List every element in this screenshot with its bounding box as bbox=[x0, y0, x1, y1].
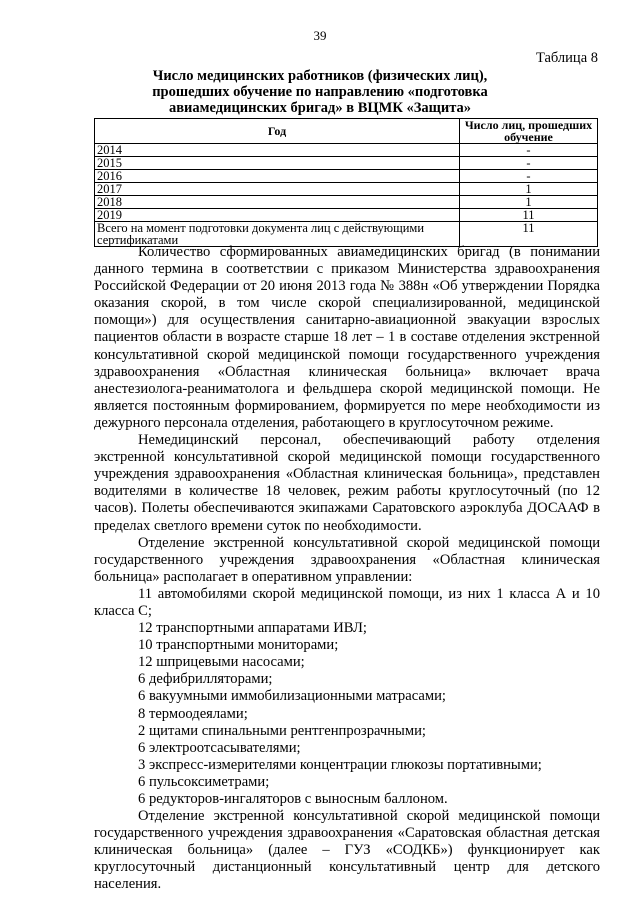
table-row bbox=[95, 170, 598, 183]
row-value: 1 bbox=[460, 196, 598, 209]
table-total-row bbox=[95, 222, 598, 247]
row-year: 2019 bbox=[95, 209, 460, 222]
total-value: 11 bbox=[460, 222, 598, 247]
paragraph-vehicles: 11 автомобилями скорой медицинской помощи, из них 1 класса А и 10 класса С; bbox=[94, 585, 600, 619]
list-item: 6 вакуумными иммобилизационными матрасами; bbox=[138, 688, 446, 705]
table-title: Число медицинских работников (физических лиц), прошедших обучение по направлению «подготовка авиамедицинских бригад» в ВЦМК «Защита» bbox=[152, 68, 488, 116]
list-item: 2 щитами спинальными рентгенпрозрачными; bbox=[138, 722, 426, 739]
row-year: 2016 bbox=[95, 170, 460, 183]
paragraph-staff: Немедицинский персонал, обеспечивающий работу отделения экстренной консультативной скорой медицинской помощи государственного учреждения здравоохранения «Областная клиническая больница», представлен водителями в количестве 18 человек, режим работы круглосуточный (по 12 часов). Полеты обеспечиваются экипажами Саратовского аэроклуба ДОСААФ в пределах светлого времени суток по необходимости. bbox=[94, 432, 600, 534]
row-value: 11 bbox=[460, 209, 598, 222]
row-value: - bbox=[460, 157, 598, 170]
header-year: Год bbox=[95, 119, 460, 144]
row-year: 2018 bbox=[95, 196, 460, 209]
paragraph-pediatric: Отделение экстренной консультативной скорой медицинской помощи государственного учреждения здравоохранения «Саратовская областная детская клиническая больница» (далее – ГУЗ «СОДКБ») функционирует как круглосуточный дистанционный консультативный центр для детского населения. bbox=[94, 808, 600, 893]
row-value: - bbox=[460, 144, 598, 157]
list-item: 10 транспортными мониторами; bbox=[138, 637, 339, 654]
paragraph-brigades: Количество сформированных авиамедицинских бригад (в понимании данного термина в соответствии с приказом Министерства здравоохранения Российской Федерации от 20 июня 2013 года № 388н «Об утверждении Порядка оказания скорой, в том числе скорой специализированной, медицинской помощи») для осуществления санитарно-авиационной эвакуации взрослых пациентов области в возрасте старше 18 лет – 1 в составе отделения экстренной консультативной скорой медицинской помощи государственного учреждения здравоохранения «Областная клиническая больница» включает врача анестезиолога-реаниматолога и фельдшера скорой медицинской помощи. Не является постоянным формированием, формируется по мере необходимости из дежурного персонала отделения, работающего в круглосуточном режиме. bbox=[94, 244, 600, 431]
table-row bbox=[95, 209, 598, 222]
training-table bbox=[94, 118, 598, 247]
body-text bbox=[94, 244, 600, 894]
row-value: - bbox=[460, 170, 598, 183]
list-item: 6 электроотсасывателями; bbox=[138, 739, 301, 756]
total-label: Всего на момент подготовки документа лиц с действующими сертификатами bbox=[95, 222, 460, 247]
header-count: Число лиц, прошедших обучение bbox=[460, 119, 598, 144]
table-row bbox=[95, 144, 598, 157]
list-item: 3 экспресс-измерителями концентрации глюкозы портативными; bbox=[138, 756, 542, 773]
table-header-row bbox=[95, 119, 598, 144]
list-item: 6 пульсоксиметрами; bbox=[138, 773, 270, 790]
list-item: 12 шприцевыми насосами; bbox=[138, 654, 305, 671]
list-item: 6 редукторов-ингаляторов с выносным баллоном. bbox=[138, 791, 448, 807]
row-year: 2014 bbox=[95, 144, 460, 157]
list-item: 8 термоодеялами; bbox=[138, 705, 248, 722]
table-row bbox=[95, 196, 598, 209]
paragraph-department: Отделение экстренной консультативной скорой медицинской помощи государственного учреждения здравоохранения «Областная клиническая больница» располагает в оперативном управлении: bbox=[94, 534, 600, 585]
table-label: Таблица 8 bbox=[535, 50, 598, 66]
table-row bbox=[95, 183, 598, 196]
list-item: 6 дефибрилляторами; bbox=[138, 671, 273, 688]
row-value: 1 bbox=[460, 183, 598, 196]
row-year: 2015 bbox=[95, 157, 460, 170]
list-item: 12 транспортными аппаратами ИВЛ; bbox=[138, 620, 367, 637]
row-year: 2017 bbox=[95, 183, 460, 196]
equipment-list bbox=[94, 620, 600, 808]
table-row bbox=[95, 157, 598, 170]
page-number: 39 bbox=[313, 28, 327, 43]
